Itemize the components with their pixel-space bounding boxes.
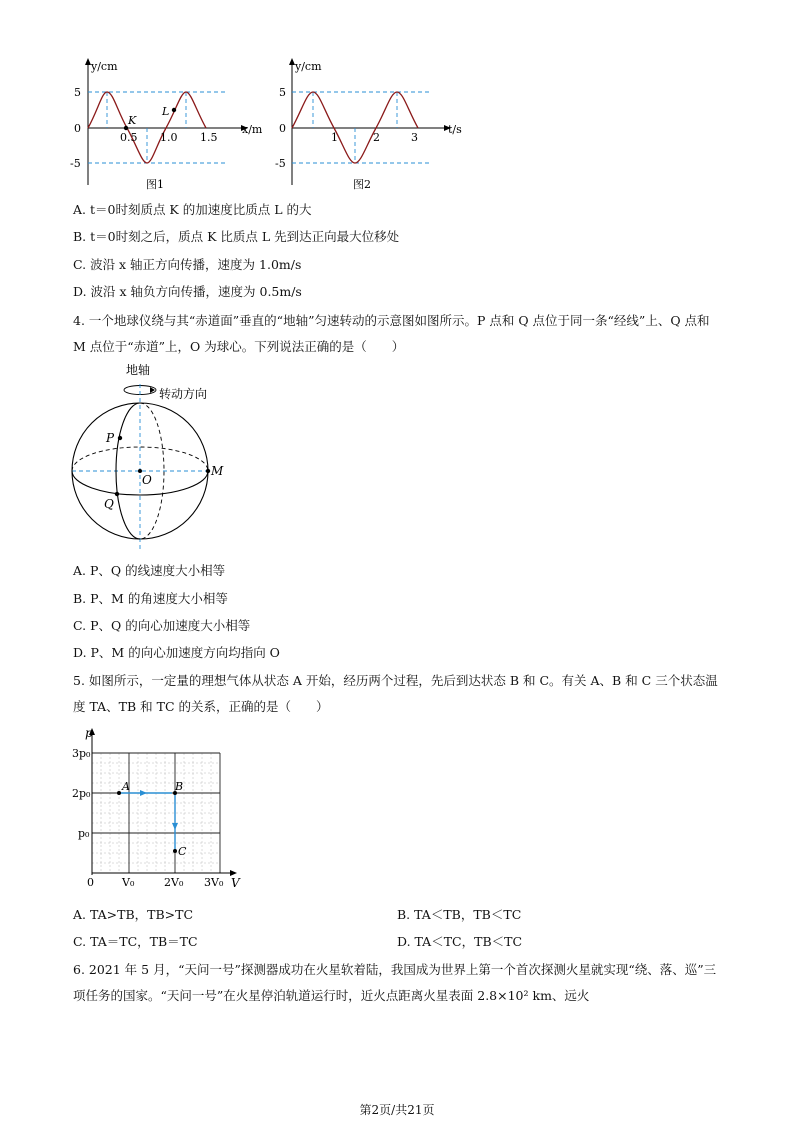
fig1-ytick-0: 0 [74,122,81,135]
tick-v0: V₀ [122,876,135,889]
axis-p: p [85,726,93,740]
tick-2p0: 2p₀ [72,787,91,800]
fig1-xtick: 1.0 [160,131,178,144]
figure-1-wave-graph [60,55,280,195]
fig1-label-l: L [162,105,170,118]
tick-3p0: 3p₀ [72,747,91,760]
q5-option-b: B. TA＜TB，TB＜TC [397,907,522,922]
pv-diagram [72,725,252,895]
label-a: A [122,780,130,793]
q5-option-c: C. TA＝TC，TB＝TC [73,934,198,949]
tick-p0: p₀ [78,827,90,840]
q5-stem: 5. 如图所示，一定量的理想气体从状态 A 开始，经历两个过程，先后到达状态 B 和 C。有关 A、B 和 C 三个状态温度 TA、TB 和 TC 的关系，正确的是（ ） [73,673,718,714]
label-c: C [178,845,187,858]
q4-option-c: C. P、Q 的向心加速度大小相等 [73,618,251,633]
fig1-label-k: K [128,114,137,127]
tick-3v0: 3V₀ [204,876,224,889]
fig2-ytick-0: 0 [279,122,286,135]
fig2-ytick-5: 5 [279,86,286,99]
rotation-label: 转动方向 [159,387,208,401]
q6-stem: 6. 2021 年 5 月，“天问一号”探测器成功在火星软着陆，我国成为世界上第一个首次探测火星就实现“绕、落、巡”三项任务的国家。“天问一号”在火星停泊轨道运行时，近火点距离火星表面 2.8×10² km、远火 [73,962,717,1003]
label-o: O [142,473,152,487]
tick-2v0: 2V₀ [164,876,184,889]
fig1-xtick: 1.5 [200,131,218,144]
q4-option-b: B. P、M 的角速度大小相等 [73,591,228,606]
fig2-ylabel: y/cm [295,60,322,73]
fig1-ylabel: y/cm [91,60,118,73]
q5-option-a: A. TA>TB，TB>TC [73,907,194,922]
q3-option-a: A. t＝0时刻质点 K 的加速度比质点 L 的大 [73,202,312,217]
axis-label: 地轴 [126,363,151,377]
point-l [172,108,176,112]
fig2-ytick-m5: -5 [275,157,286,170]
label-b: B [175,780,184,793]
page-footer: 第2页/共21页 [359,1103,435,1117]
origin: 0 [87,876,94,889]
fig2-xtick: 1 [331,131,338,144]
q3-option-d: D. 波沿 x 轴负方向传播，速度为 0.5m/s [73,284,302,299]
label-m: M [211,464,224,478]
globe-figure [68,360,238,555]
fig1-xlabel: x/m [242,123,263,136]
label-p: P [106,431,115,445]
fig1-caption: 图1 [146,178,164,191]
fig2-xtick: 2 [373,131,380,144]
label-q: Q [104,497,114,511]
fig1-ytick-m5: -5 [70,157,81,170]
q3-option-b: B. t＝0时刻之后，质点 K 比质点 L 先到达正向最大位移处 [73,229,400,244]
q5-option-d: D. TA＜TC，TB＜TC [397,934,523,949]
fig2-xlabel: t/s [448,123,462,136]
q4-option-d: D. P、M 的向心加速度方向均指向 O [73,645,280,660]
fig1-ytick-5: 5 [74,86,81,99]
axis-v: V [231,876,240,890]
q4-stem: 4. 一个地球仪绕与其“赤道面”垂直的“地轴”匀速转动的示意图如图所示。P 点和 Q 点位于同一条“经线”上、Q 点和 M 点位于“赤道”上，O 为球心。下列说法正确的是（ ） [73,313,710,354]
figure-2-vibration-graph [270,55,480,195]
q3-option-c: C. 波沿 x 轴正方向传播，速度为 1.0m/s [73,257,302,272]
fig2-caption: 图2 [353,178,371,191]
q4-option-a: A. P、Q 的线速度大小相等 [73,563,226,578]
fig1-xtick: 0.5 [120,131,138,144]
fig2-xtick: 3 [411,131,418,144]
